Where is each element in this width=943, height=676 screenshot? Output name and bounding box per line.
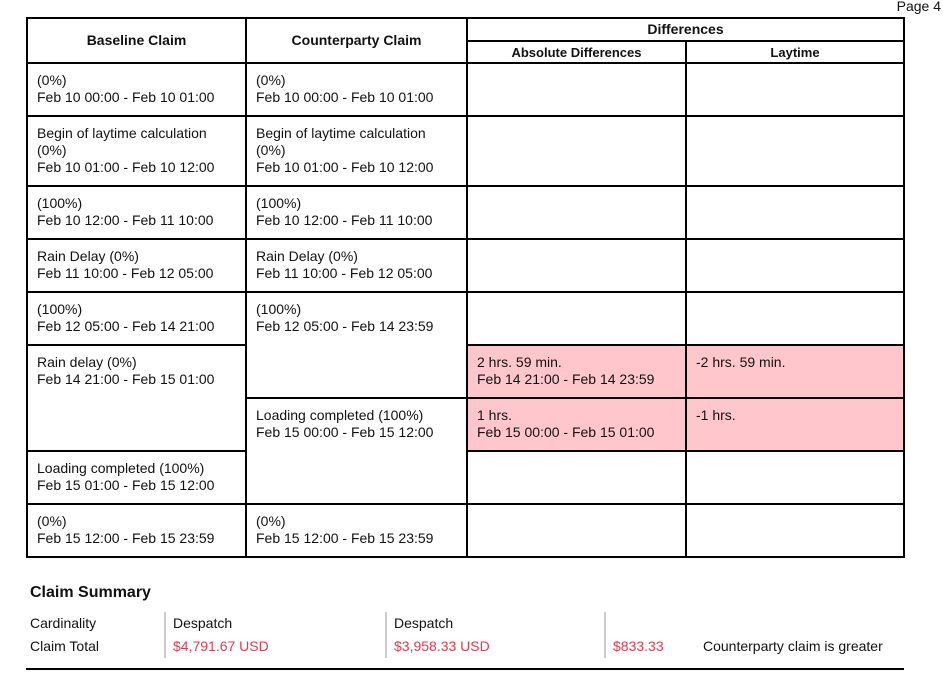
laytime-diff-value: -2 hrs. 59 min.	[696, 354, 786, 370]
baseline-cell	[28, 240, 247, 293]
baseline-cell	[28, 505, 247, 558]
baseline-cell	[28, 187, 247, 240]
cell-range: Feb 15 12:00 - Feb 15 23:59	[256, 530, 434, 546]
counterparty-cell	[247, 399, 468, 505]
cell-range: Feb 15 12:00 - Feb 15 23:59	[37, 530, 215, 546]
comparison-table	[26, 17, 905, 558]
counterparty-cell	[247, 240, 468, 293]
summary-labels	[26, 612, 164, 658]
cell-title: Loading completed (100%)	[256, 407, 424, 423]
diff-range: Feb 15 00:00 - Feb 15 01:00	[477, 424, 655, 440]
claim-summary	[26, 584, 904, 670]
cell-title: Begin of laytime calculation	[37, 125, 207, 141]
baseline-cell	[28, 293, 247, 346]
cell-range: Feb 10 01:00 - Feb 10 12:00	[256, 159, 434, 175]
absolute-diff-cell	[468, 64, 687, 117]
cell-percent: (0%)	[256, 142, 286, 158]
cell-range: Feb 10 01:00 - Feb 10 12:00	[37, 159, 215, 175]
laytime-diff-cell	[687, 293, 905, 346]
diff-range: Feb 14 21:00 - Feb 14 23:59	[477, 371, 655, 387]
baseline-cell	[28, 117, 247, 187]
page-number: Page 4	[896, 0, 941, 14]
laytime-diff-cell-highlighted	[687, 346, 905, 399]
counterparty-cell	[247, 117, 468, 187]
header-differences: Differences	[468, 19, 905, 42]
cell-range: Feb 10 12:00 - Feb 11 10:00	[256, 212, 433, 228]
baseline-cell	[28, 64, 247, 117]
cell-percent: (0%)	[37, 513, 67, 529]
cell-title: Rain delay (0%)	[37, 354, 137, 370]
header-laytime: Laytime	[687, 42, 905, 64]
header-absolute-differences: Absolute Differences	[468, 42, 687, 64]
summary-counterparty	[385, 612, 604, 658]
absolute-diff-cell	[468, 117, 687, 187]
summary-note-col	[697, 612, 887, 658]
laytime-diff-cell	[687, 187, 905, 240]
cell-range: Feb 12 05:00 - Feb 14 21:00	[37, 318, 215, 334]
summary-note: Counterparty claim is greater	[703, 638, 883, 654]
absolute-diff-cell	[468, 293, 687, 346]
cell-range: Feb 14 21:00 - Feb 15 01:00	[37, 371, 215, 387]
laytime-diff-cell	[687, 505, 905, 558]
cell-percent: (0%)	[37, 72, 67, 88]
counterparty-cardinality: Despatch	[394, 615, 454, 631]
cell-range: Feb 15 01:00 - Feb 15 12:00	[37, 477, 215, 493]
cell-percent: (0%)	[37, 142, 67, 158]
cell-percent: (100%)	[37, 301, 83, 317]
header-baseline: Baseline Claim	[28, 19, 247, 64]
cell-range: Feb 10 00:00 - Feb 10 01:00	[256, 89, 434, 105]
laytime-diff-cell	[687, 117, 905, 187]
counterparty-total: $3,958.33 USD	[394, 638, 490, 654]
summary-row	[26, 612, 904, 670]
laytime-diff-value: -1 hrs.	[696, 407, 736, 423]
absolute-diff-cell	[468, 452, 687, 505]
baseline-cell	[28, 346, 247, 452]
absolute-diff-cell-highlighted	[468, 346, 687, 399]
counterparty-cell	[247, 293, 468, 399]
cell-range: Feb 11 10:00 - Feb 12 05:00	[37, 265, 214, 281]
cell-percent: (100%)	[256, 195, 302, 211]
summary-baseline	[164, 612, 385, 658]
baseline-cell	[28, 452, 247, 505]
counterparty-cell	[247, 64, 468, 117]
header-counterparty: Counterparty Claim	[247, 19, 468, 64]
counterparty-cell	[247, 187, 468, 240]
cell-range: Feb 12 05:00 - Feb 14 23:59	[256, 318, 434, 334]
counterparty-cell	[247, 505, 468, 558]
cell-percent: (0%)	[256, 513, 286, 529]
cell-percent: (100%)	[37, 195, 83, 211]
diff-duration: 1 hrs.	[477, 407, 513, 423]
cell-percent: (100%)	[256, 301, 302, 317]
baseline-cardinality: Despatch	[173, 615, 233, 631]
absolute-diff-cell	[468, 240, 687, 293]
absolute-diff-cell-highlighted	[468, 399, 687, 452]
cell-range: Feb 10 12:00 - Feb 11 10:00	[37, 212, 214, 228]
cell-range: Feb 15 00:00 - Feb 15 12:00	[256, 424, 434, 440]
cell-percent: (0%)	[256, 72, 286, 88]
absolute-diff-cell	[468, 187, 687, 240]
laytime-diff-cell-highlighted	[687, 399, 905, 452]
label-claim-total: Claim Total	[30, 638, 99, 654]
cell-title: Rain Delay (0%)	[256, 248, 358, 264]
absolute-diff-cell	[468, 505, 687, 558]
summary-difference	[604, 612, 697, 658]
baseline-total: $4,791.67 USD	[173, 638, 269, 654]
cell-range: Feb 10 00:00 - Feb 10 01:00	[37, 89, 215, 105]
cell-title: Rain Delay (0%)	[37, 248, 139, 264]
laytime-diff-cell	[687, 240, 905, 293]
laytime-diff-cell	[687, 452, 905, 505]
diff-duration: 2 hrs. 59 min.	[477, 354, 562, 370]
difference-amount: $833.33	[613, 638, 664, 654]
cell-title: Begin of laytime calculation	[256, 125, 426, 141]
summary-title: Claim Summary	[30, 584, 151, 601]
label-cardinality: Cardinality	[30, 615, 97, 631]
cell-title: Loading completed (100%)	[37, 460, 205, 476]
laytime-diff-cell	[687, 64, 905, 117]
cell-range: Feb 11 10:00 - Feb 12 05:00	[256, 265, 433, 281]
